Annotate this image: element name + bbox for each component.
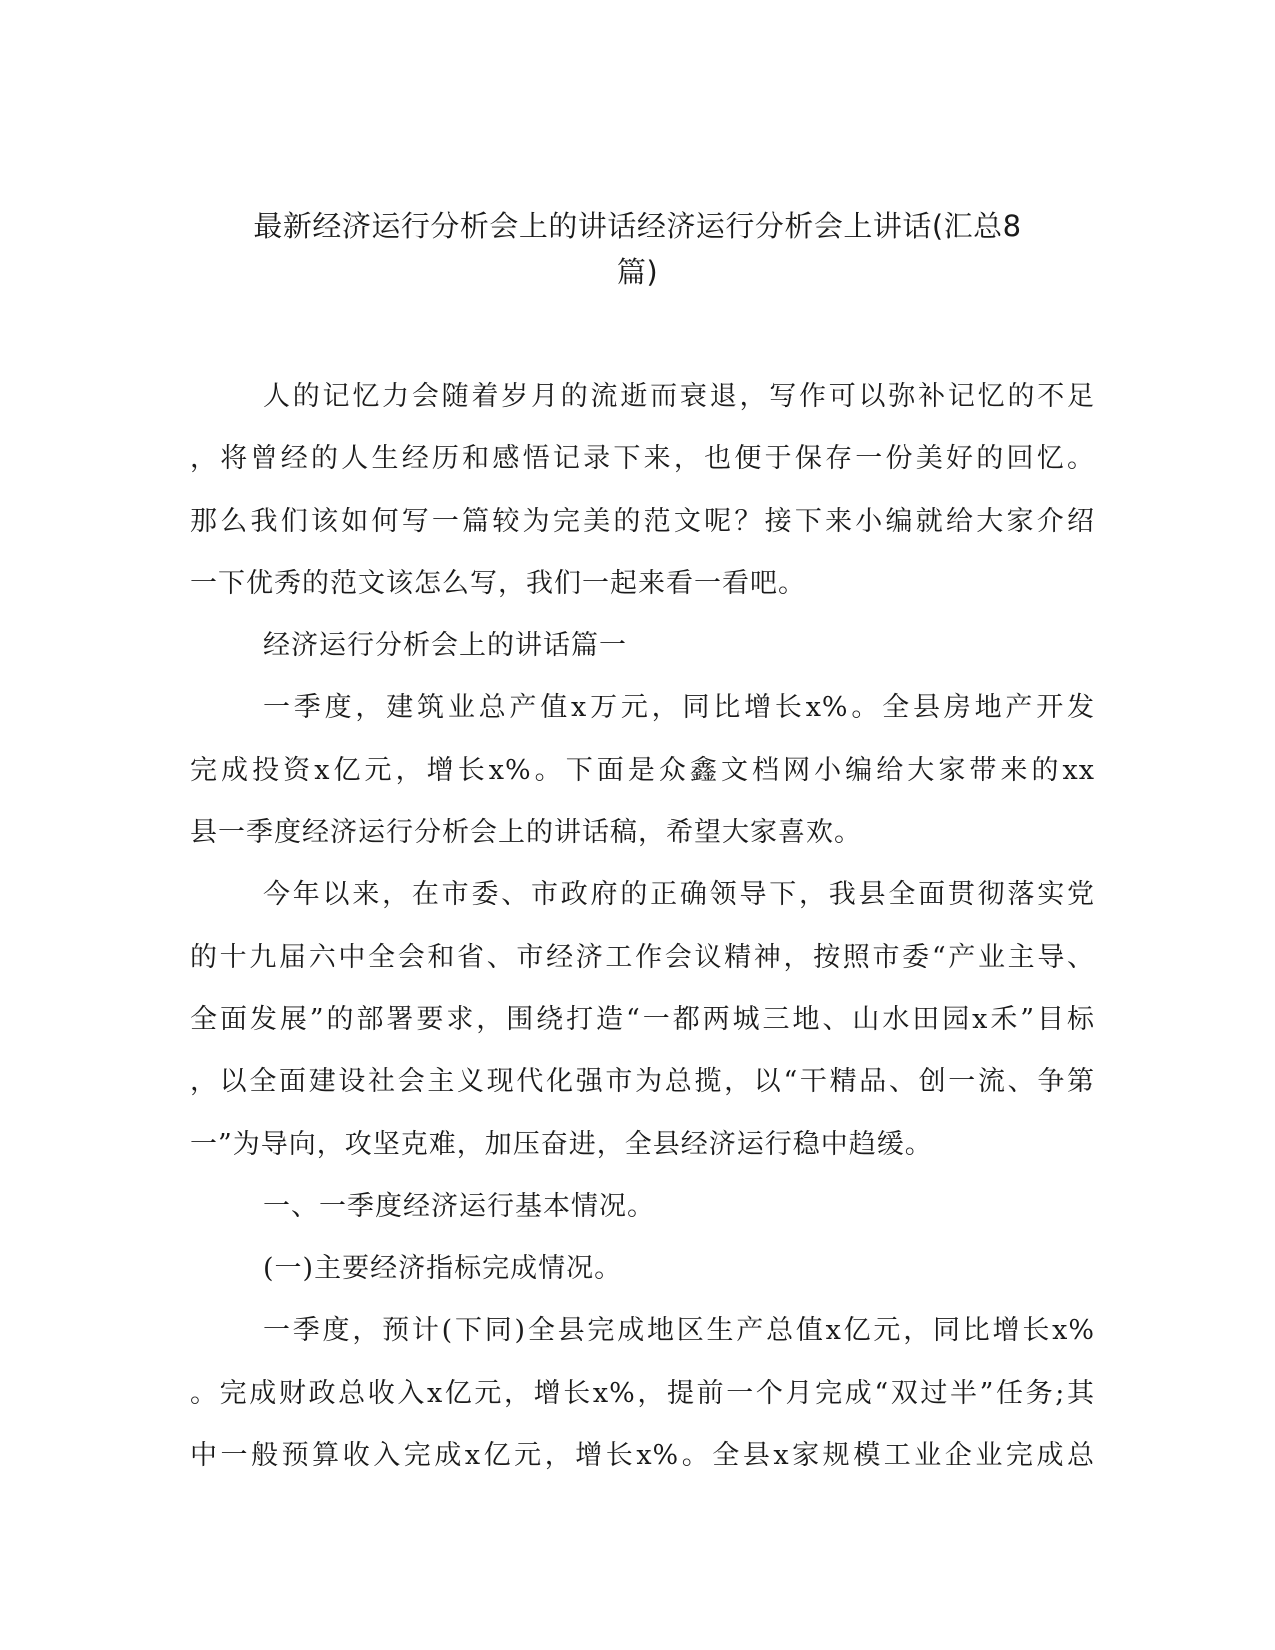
subsection-heading: (一)主要经济指标完成情况。 xyxy=(263,1253,623,1285)
paragraph-line: ，将曾经的人生经历和感悟记录下来，也便于保存一份美好的回忆。 xyxy=(190,443,1095,475)
paragraph-line: 今年以来，在市委、市政府的正确领导下，我县全面贯彻落实党 xyxy=(263,879,1095,911)
paragraph-line: 完成投资x亿元，增长x%。下面是众鑫文档网小编给大家带来的xx xyxy=(190,754,1095,786)
paragraph-line: 一下优秀的范文该怎么写，我们一起来看一看吧。 xyxy=(190,567,806,599)
document-body xyxy=(190,366,1095,1487)
title-line-1: 最新经济运行分析会上的讲话经济运行分析会上讲话(汇总8 xyxy=(253,209,1022,243)
paragraph-line: 一季度，建筑业总产值x万元，同比增长x%。全县房地产开发 xyxy=(263,692,1095,724)
paragraph-line: 一”为导向，攻坚克难，加压奋进，全县经济运行稳中趋缓。 xyxy=(190,1128,933,1160)
paragraph-line: 的十九届六中全会和省、市经济工作会议精神，按照市委“产业主导、 xyxy=(190,941,1095,973)
paragraph-line: 人的记忆力会随着岁月的流逝而衰退，写作可以弥补记忆的不足 xyxy=(263,381,1095,412)
title-line-2: 篇) xyxy=(616,255,659,289)
paragraph-line: 一季度，预计(下同)全县完成地区生产总值x亿元，同比增长x% xyxy=(263,1315,1095,1347)
section-heading: 经济运行分析会上的讲话篇一 xyxy=(263,630,627,662)
paragraph-line: 全面发展”的部署要求，围绕打造“一都两城三地、山水田园x禾”目标 xyxy=(190,1003,1095,1035)
paragraph-line: 县一季度经济运行分析会上的讲话稿，希望大家喜欢。 xyxy=(190,817,862,849)
document-title xyxy=(185,203,1090,295)
paragraph-line: 中一般预算收入完成x亿元，增长x%。全县x家规模工业企业完成总 xyxy=(190,1440,1095,1472)
paragraph-line: 那么我们该如何写一篇较为完美的范文呢？接下来小编就给大家介绍 xyxy=(190,505,1095,537)
paragraph-line: 。完成财政总收入x亿元，增长x%，提前一个月完成“双过半”任务;其 xyxy=(190,1377,1095,1409)
section-heading: 一、一季度经济运行基本情况。 xyxy=(263,1190,655,1222)
paragraph-line: ，以全面建设社会主义现代化强市为总揽，以“干精品、创一流、争第 xyxy=(190,1066,1095,1098)
